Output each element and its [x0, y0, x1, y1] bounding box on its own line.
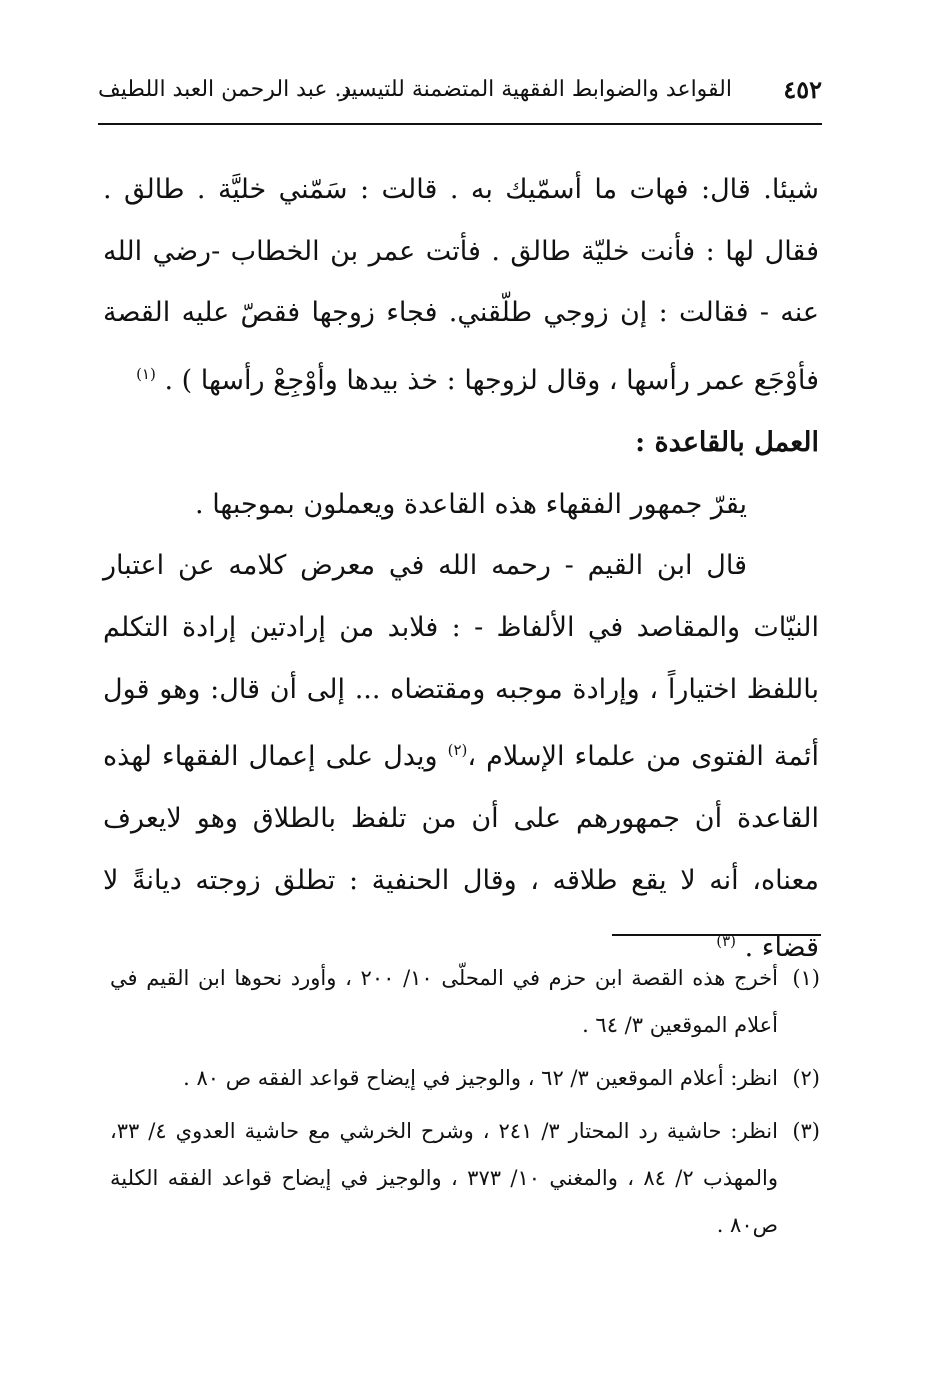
footnote-text: أخرج هذه القصة ابن حزم في المحلّى ١٠/ ٢٠٠ ، وأورد نحوها ابن القيم في أعلام الموقعين ٣/ ٦٤ . — [110, 966, 778, 1037]
paragraph — [103, 535, 819, 979]
footnote-text: انظر: أعلام الموقعين ٣/ ٦٢ ، والوجيز في إيضاح قواعد الفقه ص ٨٠ . — [183, 1066, 778, 1090]
footnote-ref: (٢) — [447, 741, 468, 760]
section-heading: العمل بالقاعدة : — [635, 426, 819, 458]
page-number: ٤٥٢ — [783, 75, 822, 104]
footnote-number: (٢) — [792, 1066, 820, 1090]
main-text — [103, 159, 819, 979]
footnote — [110, 955, 820, 1049]
running-header — [98, 70, 822, 110]
footnote-number: (١) — [792, 966, 820, 990]
paragraph — [103, 159, 819, 412]
footnote-text: انظر: حاشية رد المحتار ٣/ ٢٤١ ، وشرح الخرشي مع حاشية العدوي ٤/ ٣٣، والمهذب ٢/ ٨٤ ، والمغني ١٠/ ٣٧٣ ، والوجيز في إيضاح قواعد الفقه الكلية ص٨٠ . — [110, 1119, 778, 1237]
footnote-separator — [612, 934, 821, 936]
book-title: القواعد والضوابط الفقهية المتضمنة للتيسير — [339, 77, 732, 102]
footnote-ref: (١) — [136, 365, 156, 384]
paragraph-text: ويدل على إعمال الفقهاء لهذه القاعدة أن جمهورهم على أن من تلفظ بالطلاق وهو لايعرف معناه، أنه لا يقع طلاقه ، وقال الحنفية : تطلق زوجته ديانةً لا قضاء . — [103, 741, 819, 964]
footnote-number: (٣) — [792, 1119, 820, 1143]
footnote — [110, 1108, 820, 1249]
header-rule — [98, 123, 822, 125]
paragraph-text: شيئا. قال: فهات ما أسمّيك به . قالت : سَمّني خليَّة . طالق . فقال لها : فأنت خليّة طالق . فأتت عمر بن الخطاب -رضي الله عنه - فقالت : إن زوجي طلّقني. فجاء زوجها فقصّ عليه القصة فأوْجَع عمر رأسها ، وقال لزوجها : خذ بيدها وأوْجِعْ رأسها ) . — [103, 174, 819, 397]
author-name: د. عبد الرحمن العبد اللطيف — [98, 77, 352, 102]
paragraph-text: قال ابن القيم - رحمه الله في معرض كلامه عن اعتبار النيّات والمقاصد في الألفاظ - : فلابد من إرادتين إرادة التكلم باللفظ اختياراً ، وإرادة موجبه ومقتضاه ... إلى أن قال: وهو قول أئمة الفتوى من علماء الإسلام ، — [103, 550, 820, 773]
paragraph: يقرّ جمهور الفقهاء هذه القاعدة ويعملون بموجبها . — [195, 488, 747, 520]
footnote — [110, 1055, 820, 1102]
footnote-ref: (٣) — [716, 932, 736, 951]
footnotes — [110, 955, 820, 1255]
